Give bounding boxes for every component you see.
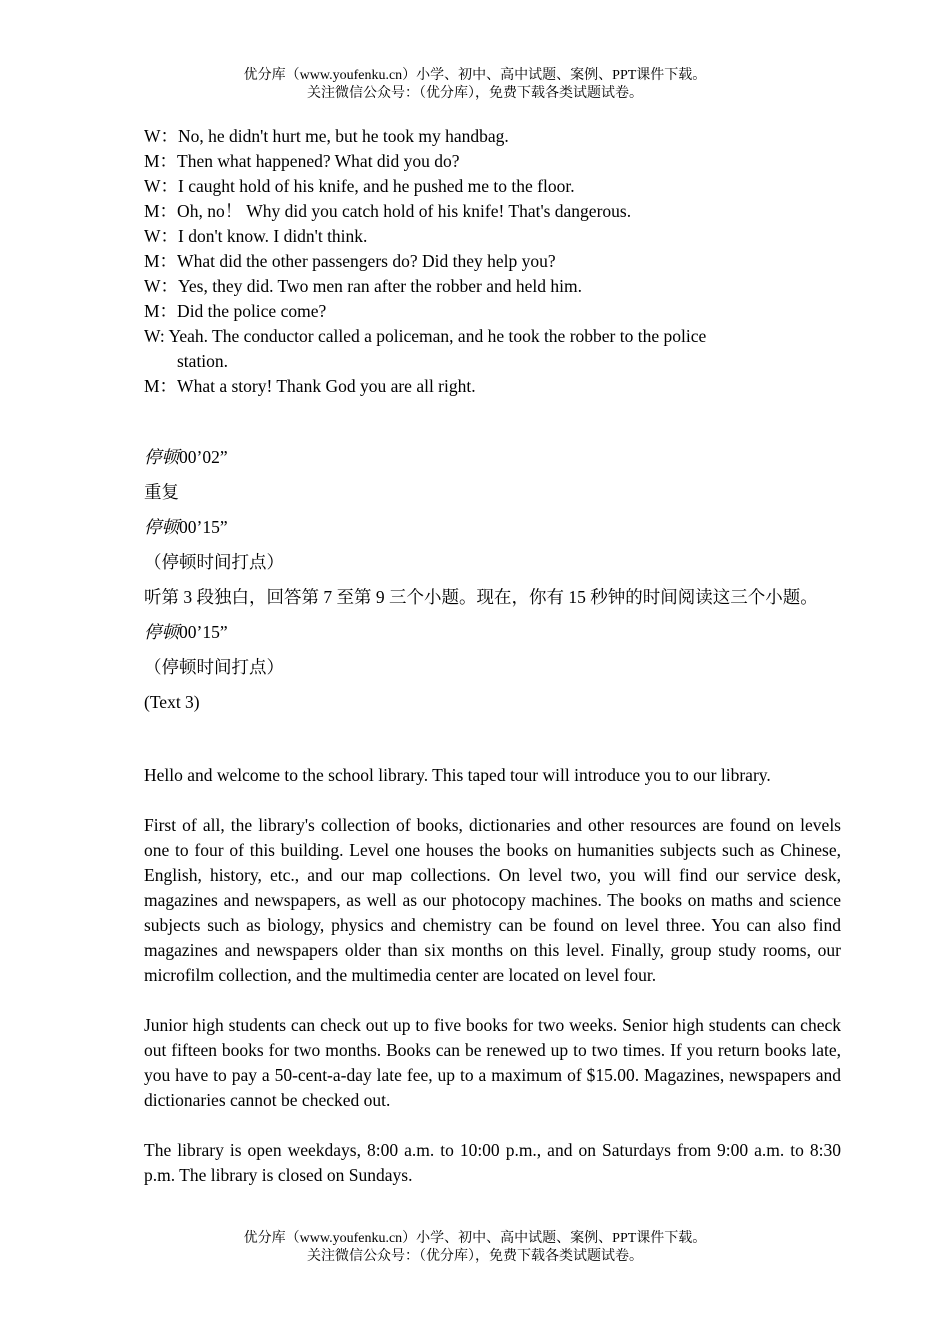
- footer-line-1: 优分库（www.youfenku.cn）小学、初中、高中试题、案例、PPT课件下载。: [243, 1231, 707, 1246]
- pause-time: 00’15”: [179, 622, 228, 642]
- pause-time: 00’02”: [179, 447, 228, 467]
- pause-line-3: [144, 615, 841, 650]
- dialogue-line: M：What a story! Thank God you are all right.: [144, 376, 476, 396]
- dialogue-line: M：What did the other passengers do? Did they help you?: [144, 251, 556, 271]
- paragraph: The library is open weekdays, 8:00 a.m. to 10:00 p.m., and on Saturdays from 9:00 a.m. to 8:30 p.m. The library is closed on Sundays.: [144, 1140, 841, 1185]
- pause-line-1: [144, 440, 841, 475]
- header-line-2: 关注微信公众号：（优分库），免费下载各类试题试卷。: [307, 86, 643, 101]
- pause-mark: （停顿时间打点）: [144, 552, 284, 572]
- repeat-label: 重复: [144, 482, 179, 502]
- pause-mark: （停顿时间打点）: [144, 657, 284, 677]
- listening-instructions: [144, 440, 841, 720]
- dialogue-line: W：No, he didn't hurt me, but he took my handbag.: [144, 126, 509, 146]
- footer-line-2: 关注微信公众号：（优分库），免费下载各类试题试卷。: [307, 1249, 643, 1264]
- dialogue-line: M：Did the police come?: [144, 301, 327, 321]
- pause-label: 停顿: [144, 447, 179, 467]
- dialogue-line-continuation: station.: [177, 351, 229, 371]
- pause-label: 停顿: [144, 622, 179, 642]
- paragraph: First of all, the library's collection of books, dictionaries and other resources are found on levels one to four of this building. Level one houses the books on humanities subjects such as Chinese, English, history, etc., and our map collections. On level two, you will find our service desk, magazines and newspapers, as well as our photocopy machines. The books on maths and science subjects such as biology, physics and chemistry can be found on level three. You can also find magazines and newspapers older than six months on this level. Finally, group study rooms, our microfilm collection, and the multimedia center are located on level four.: [144, 815, 841, 985]
- text-label: (Text 3): [144, 692, 200, 712]
- dialogue-line: M：Then what happened? What did you do?: [144, 151, 460, 171]
- dialogue-line: W：Yes, they did. Two men ran after the robber and held him.: [144, 276, 582, 296]
- header-line-1: 优分库（www.youfenku.cn）小学、初中、高中试题、案例、PPT课件下载。: [243, 68, 707, 83]
- monologue-passage: [144, 763, 841, 1213]
- paragraph: Junior high students can check out up to five books for two weeks. Senior high students can check out fifteen books for two months. Books can be renewed up to two times. If you return books late, you have to pay a 50-cent-a-day late fee, up to a maximum of $15.00. Magazines, newspapers and dictionaries cannot be checked out.: [144, 1015, 841, 1110]
- dialogue-line: M：Oh, no！ Why did you catch hold of his knife! That's dangerous.: [144, 201, 632, 221]
- page-footer: [0, 1230, 950, 1266]
- section-intro: 听第 3 段独白，回答第 7 至第 9 三个小题。现在，你有 15 秒钟的时间阅读这三个小题。: [144, 587, 818, 607]
- pause-line-2: [144, 510, 841, 545]
- page-header: [0, 67, 950, 103]
- dialogue-line: W：I don't know. I didn't think.: [144, 226, 368, 246]
- dialogue-transcript: [144, 124, 841, 399]
- dialogue-line: W：I caught hold of his knife, and he pushed me to the floor.: [144, 176, 575, 196]
- paragraph: Hello and welcome to the school library. This taped tour will introduce you to our library.: [144, 765, 771, 785]
- dialogue-line: W: Yeah. The conductor called a policeman, and he took the robber to the police: [144, 326, 707, 346]
- pause-label: 停顿: [144, 517, 179, 537]
- pause-time: 00’15”: [179, 517, 228, 537]
